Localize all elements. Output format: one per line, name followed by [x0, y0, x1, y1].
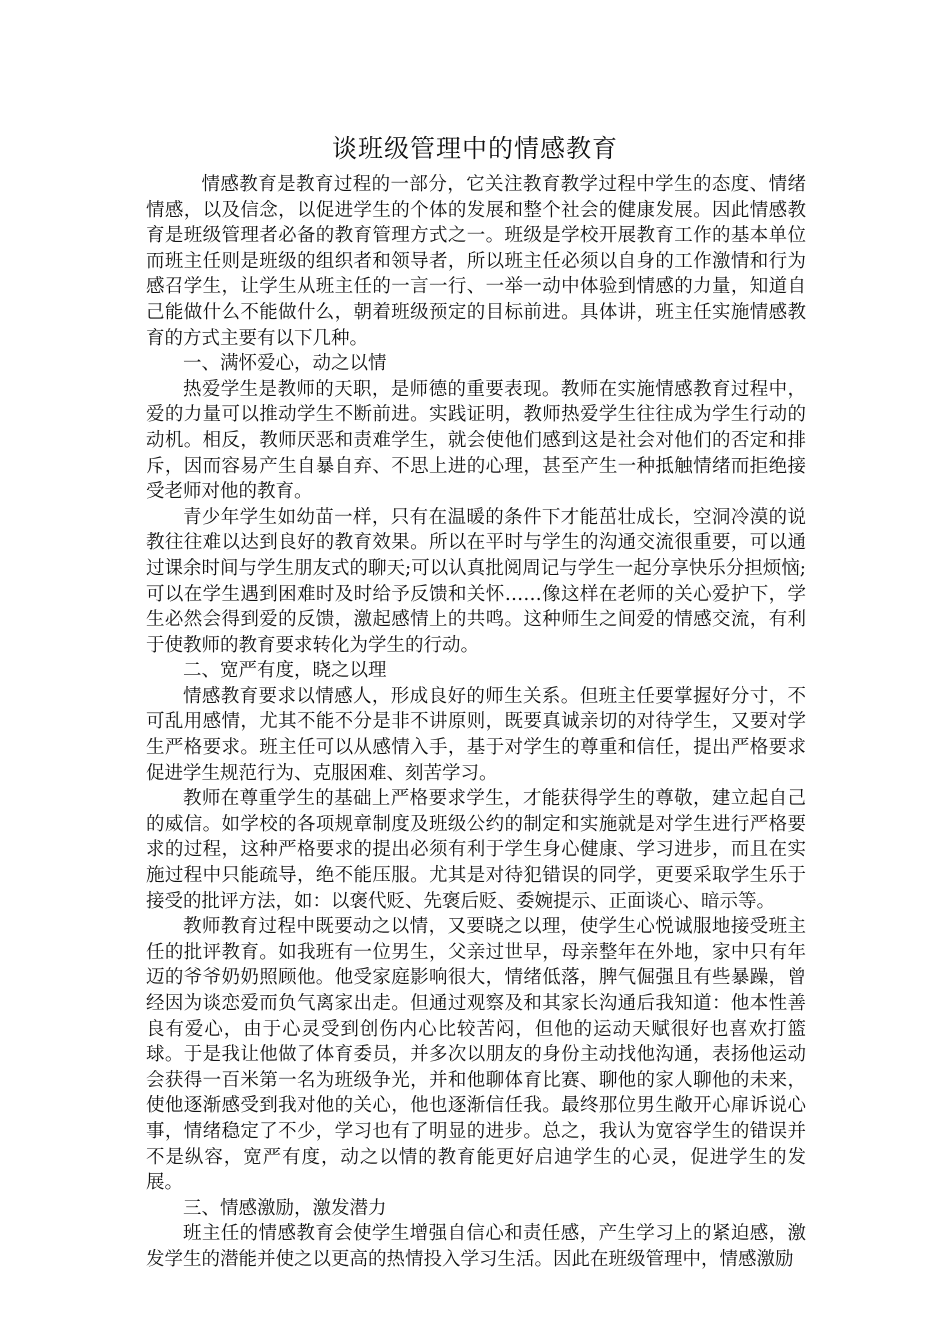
section-2-paragraph-3: 教师教育过程中既要动之以情，又要晓之以理，使学生心悦诚服地接受班主任的批评教育。如我班有一位男生，父亲过世早，母亲整年在外地，家中只有年迈的爷爷奶奶照顾他。他受家庭影响很大，情绪低落，脾气倔强且有些暴躁，曾经因为谈恋爱而负气离家出走。但通过观察及和其家长沟通后我知道：他本性善良有爱心，由于心灵受到创伤内心比较苦闷，但他的运动天赋很好也喜欢打篮球。于是我让他做了体育委员，并多次以朋友的身份主动找他沟通，表扬他运动会获得一百米第一名为班级争光，并和他聊体育比赛、聊他的家人聊他的未来，使他逐渐感受到我对他的关心，他也逐渐信任我。最终那位男生敞开心扉诉说心事，情绪稳定了不少，学习也有了明显的进步。总之，我认为宽容学生的错误并不是纵容，宽严有度，动之以情的教育能更好启迪学生的心灵，促进学生的发展。 — [146, 916, 806, 1194]
section-heading-3: 三、情感激励，激发潜力 — [183, 1197, 387, 1219]
section-2-paragraph-1: 情感教育要求以情感人，形成良好的师生关系。但班主任要掌握好分寸，不可乱用感情，尤其不能不分是非不讲原则，既要真诚亲切的对待学生，又要对学生严格要求。班主任可以从感情入手，基于对学生的尊重和信任，提出严格要求促进学生规范行为、克服困难、刻苦学习。 — [146, 685, 806, 784]
section-heading-1: 一、满怀爱心，动之以情 — [183, 353, 387, 375]
section-2-paragraph-2: 教师在尊重学生的基础上严格要求学生，才能获得学生的尊敬，建立起自己的威信。如学校的各项规章制度及班级公约的制定和实施就是对学生进行严格要求的过程，这种严格要求的提出必须有利于学生身心健康、学习进步，而且在实施过程中只能疏导，绝不能压服。尤其是对待犯错误的同学，更要采取学生乐于接受的批评方法，如：以褒代贬、先褒后贬、委婉提示、正面谈心、暗示等。 — [146, 788, 806, 912]
section-heading-2: 二、宽严有度，晓之以理 — [183, 660, 387, 682]
document-title: 谈班级管理中的情感教育 — [331, 134, 618, 163]
section-1-paragraph-1: 热爱学生是教师的天职，是师德的重要表现。教师在实施情感教育过程中，爱的力量可以推动学生不断前进。实践证明，教师热爱学生往往成为学生行动的动机。相反，教师厌恶和责难学生，就会使他们感到这是社会对他们的否定和排斥，因而容易产生自暴自弃、不思上进的心理，甚至产生一种抵触情绪而拒绝接受老师对他的教育。 — [146, 378, 806, 503]
section-1-paragraph-2: 青少年学生如幼苗一样，只有在温暖的条件下才能茁壮成长，空洞冷漠的说教往往难以达到良好的教育效果。所以在平时与学生的沟通交流很重要，可以通过课余时间与学生朋友式的聊天;可以认真批阅周记与学生一起分享快乐分担烦恼;可以在学生遇到困难时及时给予反馈和关怀……像这样在老师的关心爱护下，学生必然会得到爱的反馈，激起感情上的共鸣。这种师生之间爱的情感交流，有利于使教师的教育要求转化为学生的行动。 — [146, 506, 806, 656]
document-body — [146, 172, 806, 1273]
section-3-paragraph-1: 班主任的情感教育会使学生增强自信心和责任感，产生学习上的紧迫感，激发学生的潜能并使之以更高的热情投入学习生活。因此在班级管理中，情感激励 — [146, 1223, 806, 1270]
intro-paragraph: 情感教育是教育过程的一部分，它关注教育教学过程中学生的态度、情绪情感，以及信念，以促进学生的个体的发展和整个社会的健康发展。因此情感教育是班级管理者必备的教育管理方式之一。班级是学校开展教育工作的基本单位而班主任则是班级的组织者和领导者，所以班主任必须以自身的工作激情和行为感召学生，让学生从班主任的一言一行、一举一动中体验到情感的力量，知道自己能做什么不能做什么，朝着班级预定的目标前进。具体讲，班主任实施情感教育的方式主要有以下几种。 — [146, 174, 806, 349]
